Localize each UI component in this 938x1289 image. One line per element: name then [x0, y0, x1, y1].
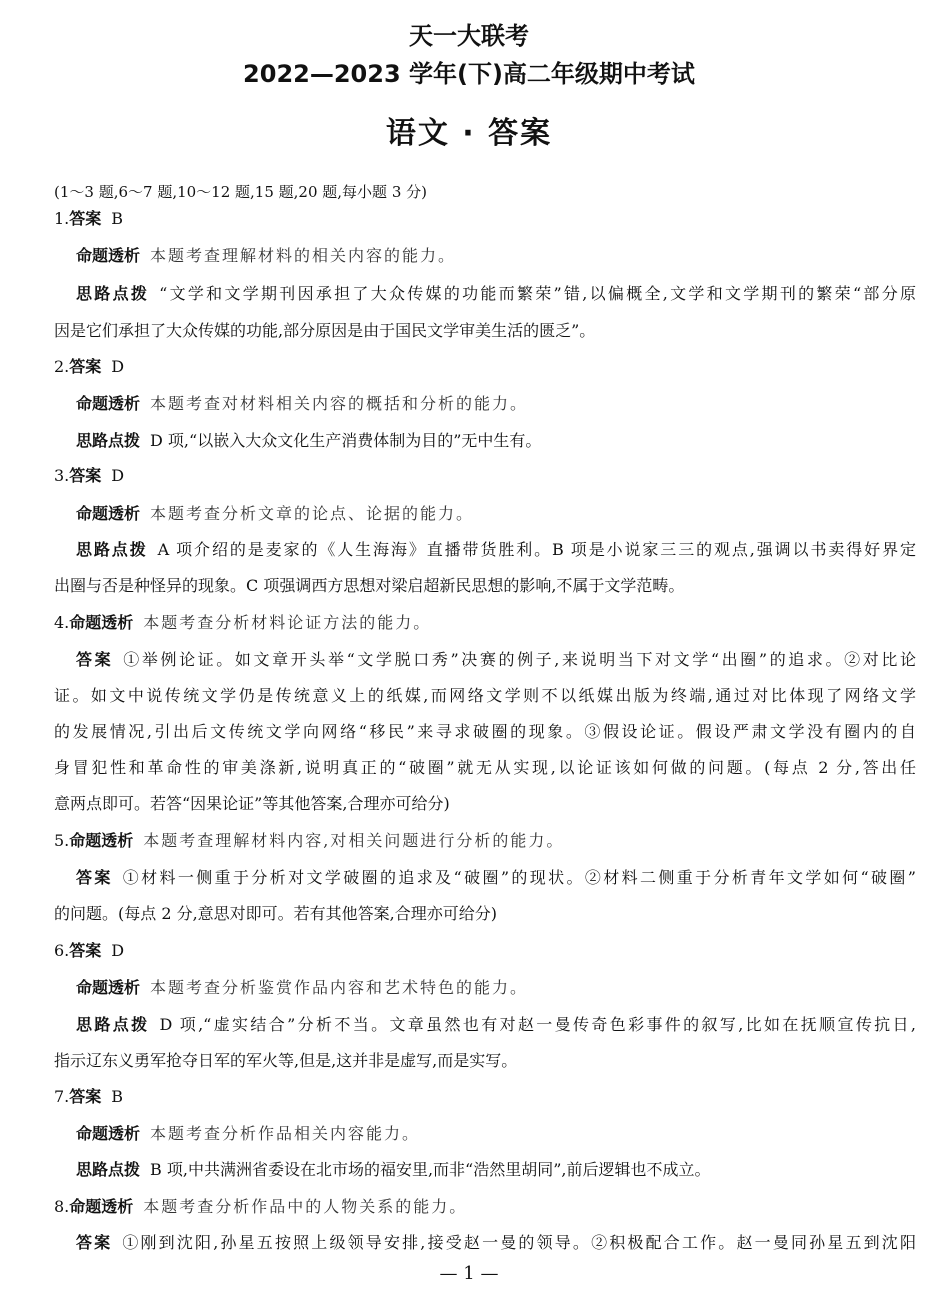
- answer-label: 答案: [76, 1233, 113, 1252]
- analysis-label: 思路点拨: [76, 1015, 150, 1034]
- q4-answer-line-5: 意两点即可。若答“因果论证”等其他答案,合理亦可给分): [54, 794, 450, 813]
- answer-label: 答案: [76, 650, 114, 669]
- q8-number: 8.: [54, 1197, 70, 1216]
- q2-intent-row: [76, 393, 528, 415]
- q2-number: 2.: [54, 357, 70, 376]
- q7-analysis-row: [76, 1159, 710, 1181]
- q8-answer-line-1: ①刚到沈阳,孙星五按照上级领导安排,接受赵一曼的领导。②积极配合工作。赵一曼同孙星五到沈阳: [122, 1233, 916, 1252]
- q3-intent-row: [76, 503, 474, 525]
- q7-intent-row: [76, 1123, 420, 1145]
- q6-answer-row: [54, 940, 124, 962]
- q2-answer-row: [54, 356, 124, 378]
- q1-number: 1.: [54, 209, 70, 228]
- intent-label: 命题透析: [76, 246, 141, 265]
- q6-analysis-line-2: 指示辽东义勇军抢夺日军的军火等,但是,这并非是虚写,而是实写。: [54, 1051, 518, 1070]
- q6-analysis-row: [76, 1014, 916, 1036]
- analysis-label: 思路点拨: [76, 540, 148, 559]
- intent-label: 命题透析: [76, 1124, 141, 1143]
- answer-label: 答案: [76, 868, 113, 887]
- analysis-label: 思路点拨: [76, 431, 141, 450]
- q5-answer-line-1: ①材料一侧重于分析对文学破圈的追求及“破圈”的现状。②材料二侧重于分析青年文学如何“破圈”: [122, 868, 916, 887]
- answer-label: 答案: [69, 941, 102, 960]
- q5-intent: 本题考查理解材料内容,对相关问题进行分析的能力。: [143, 831, 565, 850]
- q1-intent-row: [76, 245, 456, 267]
- exam-title: 2022—2023 学年(下)高二年级期中考试: [243, 60, 695, 88]
- q2-analysis-line-1: D 项,“以嵌入大众文化生产消费体制为目的”无中生有。: [150, 431, 542, 450]
- q1-analysis-line-2: 因是它们承担了大众传媒的功能,部分原因是由于国民文学审美生活的匮乏”。: [54, 321, 596, 340]
- intent-label: 命题透析: [69, 613, 134, 632]
- exam-org-title: 天一大联考: [409, 22, 529, 50]
- q4-answer-line-4: 身冒犯性和革命性的审美涤新,说明真正的“破圈”就无从实现,以论证该如何做的问题。(每点 2 分,答出任: [54, 758, 916, 777]
- q5-number: 5.: [54, 831, 70, 850]
- answer-label: 答案: [69, 1087, 102, 1106]
- q3-analysis-line-1: A 项介绍的是麦家的《人生海海》直播带货胜利。B 项是小说家三三的观点,强调以书卖得好界定: [157, 540, 916, 559]
- q6-number: 6.: [54, 941, 70, 960]
- intent-label: 命题透析: [69, 831, 134, 850]
- q4-intent-row: [54, 612, 431, 634]
- q4-answer-line-3: 的发展情况,引出后文传统文学向网络“移民”来寻求破圈的现象。③假设论证。假设严肃文学没有圈内的自: [54, 722, 916, 741]
- page-number: — 1 —: [439, 1263, 499, 1284]
- intent-label: 命题透析: [76, 978, 141, 997]
- q6-intent-row: [76, 977, 528, 999]
- answer-label: 答案: [69, 466, 102, 485]
- scoring-note: (1～3 题,6～7 题,10～12 题,15 题,20 题,每小题 3 分): [54, 183, 427, 201]
- q7-answer: B: [111, 1087, 124, 1106]
- q3-number: 3.: [54, 466, 70, 485]
- q3-answer: D: [111, 466, 125, 485]
- q2-intent: 本题考查对材料相关内容的概括和分析的能力。: [150, 394, 529, 413]
- q7-number: 7.: [54, 1087, 70, 1106]
- subject-title: 语文 · 答案: [385, 116, 553, 151]
- q3-answer-row: [54, 465, 124, 487]
- analysis-label: 思路点拨: [76, 284, 150, 303]
- q2-analysis-row: [76, 430, 541, 452]
- q6-intent: 本题考查分析鉴赏作品内容和艺术特色的能力。: [150, 978, 529, 997]
- intent-label: 命题透析: [69, 1197, 134, 1216]
- q8-intent-row: [54, 1196, 467, 1218]
- q4-answer-row: [76, 649, 916, 671]
- q3-analysis-row: [76, 539, 916, 561]
- intent-label: 命题透析: [76, 394, 141, 413]
- q1-intent: 本题考查理解材料的相关内容的能力。: [150, 246, 457, 265]
- q3-intent: 本题考查分析文章的论点、论据的能力。: [150, 504, 475, 523]
- q3-analysis-line-2: 出圈与否是种怪异的现象。C 项强调西方思想对梁启超新民思想的影响,不属于文学范畴。: [54, 576, 685, 595]
- q4-intent: 本题考查分析材料论证方法的能力。: [143, 613, 432, 632]
- q4-answer-line-1: ①举例论证。如文章开头举“文学脱口秀”决赛的例子,来说明当下对文学“出圈”的追求。②对比论: [123, 650, 916, 669]
- q6-analysis-line-1: D 项,“虚实结合”分析不当。文章虽然也有对赵一曼传奇色彩事件的叙写,比如在抚顺宣传抗日,: [159, 1015, 916, 1034]
- q1-analysis-row: [76, 283, 916, 305]
- q4-answer-line-2: 证。如文中说传统文学仍是传统意义上的纸媒,而网络文学则不以纸媒出版为终端,通过对比体现了网络文学: [54, 686, 916, 705]
- q1-answer-row: [54, 208, 123, 230]
- q7-intent: 本题考查分析作品相关内容能力。: [150, 1124, 421, 1143]
- q1-analysis-line-1: “文学和文学期刊因承担了大众传媒的功能而繁荣”错,以偏概全,文学和文学期刊的繁荣“部分原: [159, 284, 916, 303]
- analysis-label: 思路点拨: [76, 1160, 141, 1179]
- q5-answer-line-2: 的问题。(每点 2 分,意思对即可。若有其他答案,合理亦可给分): [54, 904, 498, 923]
- q6-answer: D: [111, 941, 125, 960]
- q7-analysis-line-1: B 项,中共满洲省委设在北市场的福安里,而非“浩然里胡同”,前后逻辑也不成立。: [150, 1160, 711, 1179]
- q5-answer-row: [76, 867, 916, 889]
- q8-intent: 本题考查分析作品中的人物关系的能力。: [143, 1197, 468, 1216]
- q2-answer: D: [111, 357, 125, 376]
- q4-number: 4.: [54, 613, 70, 632]
- intent-label: 命题透析: [76, 504, 141, 523]
- q7-answer-row: [54, 1086, 123, 1108]
- answer-label: 答案: [69, 209, 102, 228]
- q1-answer: B: [111, 209, 124, 228]
- q8-answer-row: [76, 1232, 916, 1254]
- q5-intent-row: [54, 830, 564, 852]
- answer-label: 答案: [69, 357, 102, 376]
